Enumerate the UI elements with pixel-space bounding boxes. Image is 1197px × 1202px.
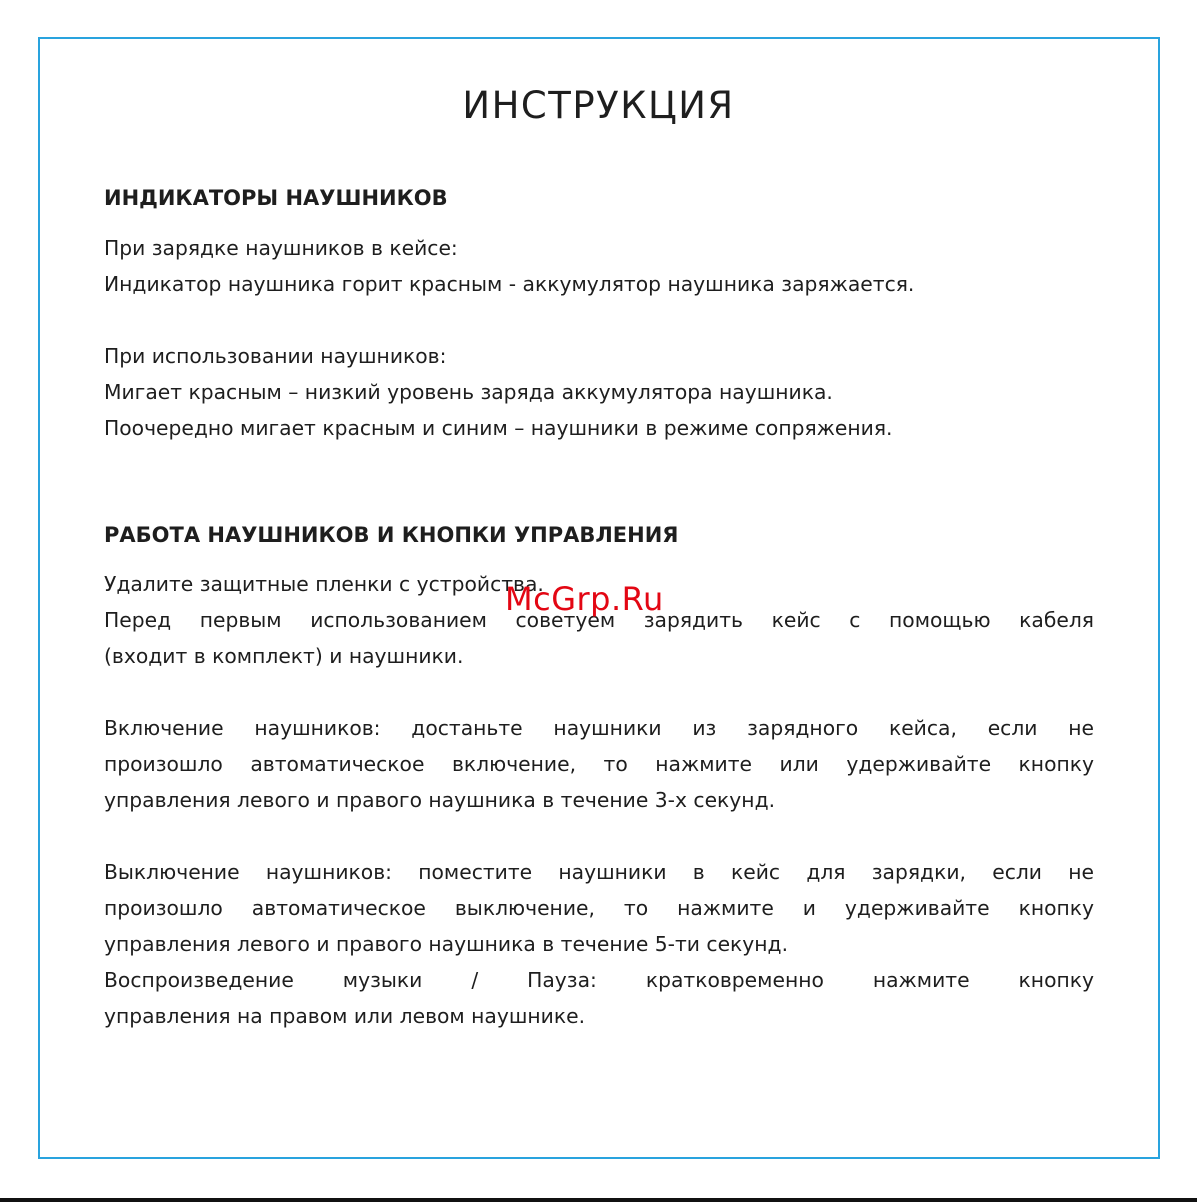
usage-paragraph (104, 338, 1094, 446)
charging-intro-text: При зарядке наушников в кейсе: (104, 236, 458, 260)
section-heading-indicators: ИНДИКАТОРЫ НАУШНИКОВ (104, 186, 448, 210)
playback-text-line-1: Воспроизведение музыки / Пауза: кратковременно нажмите кнопку (104, 968, 1094, 992)
power-off-text-line-2: произошло автоматическое выключение, то нажмите и удерживайте кнопку (104, 896, 1094, 920)
charging-indicator-text: Индикатор наушника горит красным - аккумулятор наушника заряжается. (104, 272, 915, 296)
pairing-mode-text: Поочередно мигает красным и синим – наушники в режиме сопряжения. (104, 416, 893, 440)
first-charge-text-line-1: Перед первым использованием советуем зарядить кейс с помощью кабеля (104, 608, 1094, 632)
first-charge-text-line-2: (входит в комплект) и наушники. (104, 644, 464, 668)
power-off-paragraph (104, 854, 1094, 1034)
playback-text-line-2: управления на правом или левом наушнике. (104, 1004, 586, 1028)
section-heading-controls: РАБОТА НАУШНИКОВ И КНОПКИ УПРАВЛЕНИЯ (104, 523, 679, 547)
remove-film-text: Удалите защитные пленки с устройства. (104, 572, 544, 596)
power-on-text-line-1: Включение наушников: достаньте наушники из зарядного кейса, если не (104, 716, 1094, 740)
power-off-text-line-1: Выключение наушников: поместите наушники в кейс для зарядки, если не (104, 860, 1094, 884)
power-on-paragraph (104, 710, 1094, 818)
charging-paragraph (104, 230, 1094, 302)
power-on-text-line-3: управления левого и правого наушника в течение 3-х секунд. (104, 788, 776, 812)
watermark: McGrp.Ru (505, 580, 664, 618)
power-on-text-line-2: произошло автоматическое включение, то нажмите или удерживайте кнопку (104, 752, 1094, 776)
section-headphone-indicators (104, 180, 1094, 216)
low-battery-text: Мигает красным – низкий уровень заряда аккумулятора наушника. (104, 380, 833, 404)
power-off-text-line-3: управления левого и правого наушника в течение 5-ти секунд. (104, 932, 789, 956)
section-controls (104, 517, 1094, 553)
usage-intro-text: При использовании наушников: (104, 344, 447, 368)
page-title: ИНСТРУКЦИЯ (462, 84, 735, 127)
bottom-rule (0, 1198, 1197, 1202)
